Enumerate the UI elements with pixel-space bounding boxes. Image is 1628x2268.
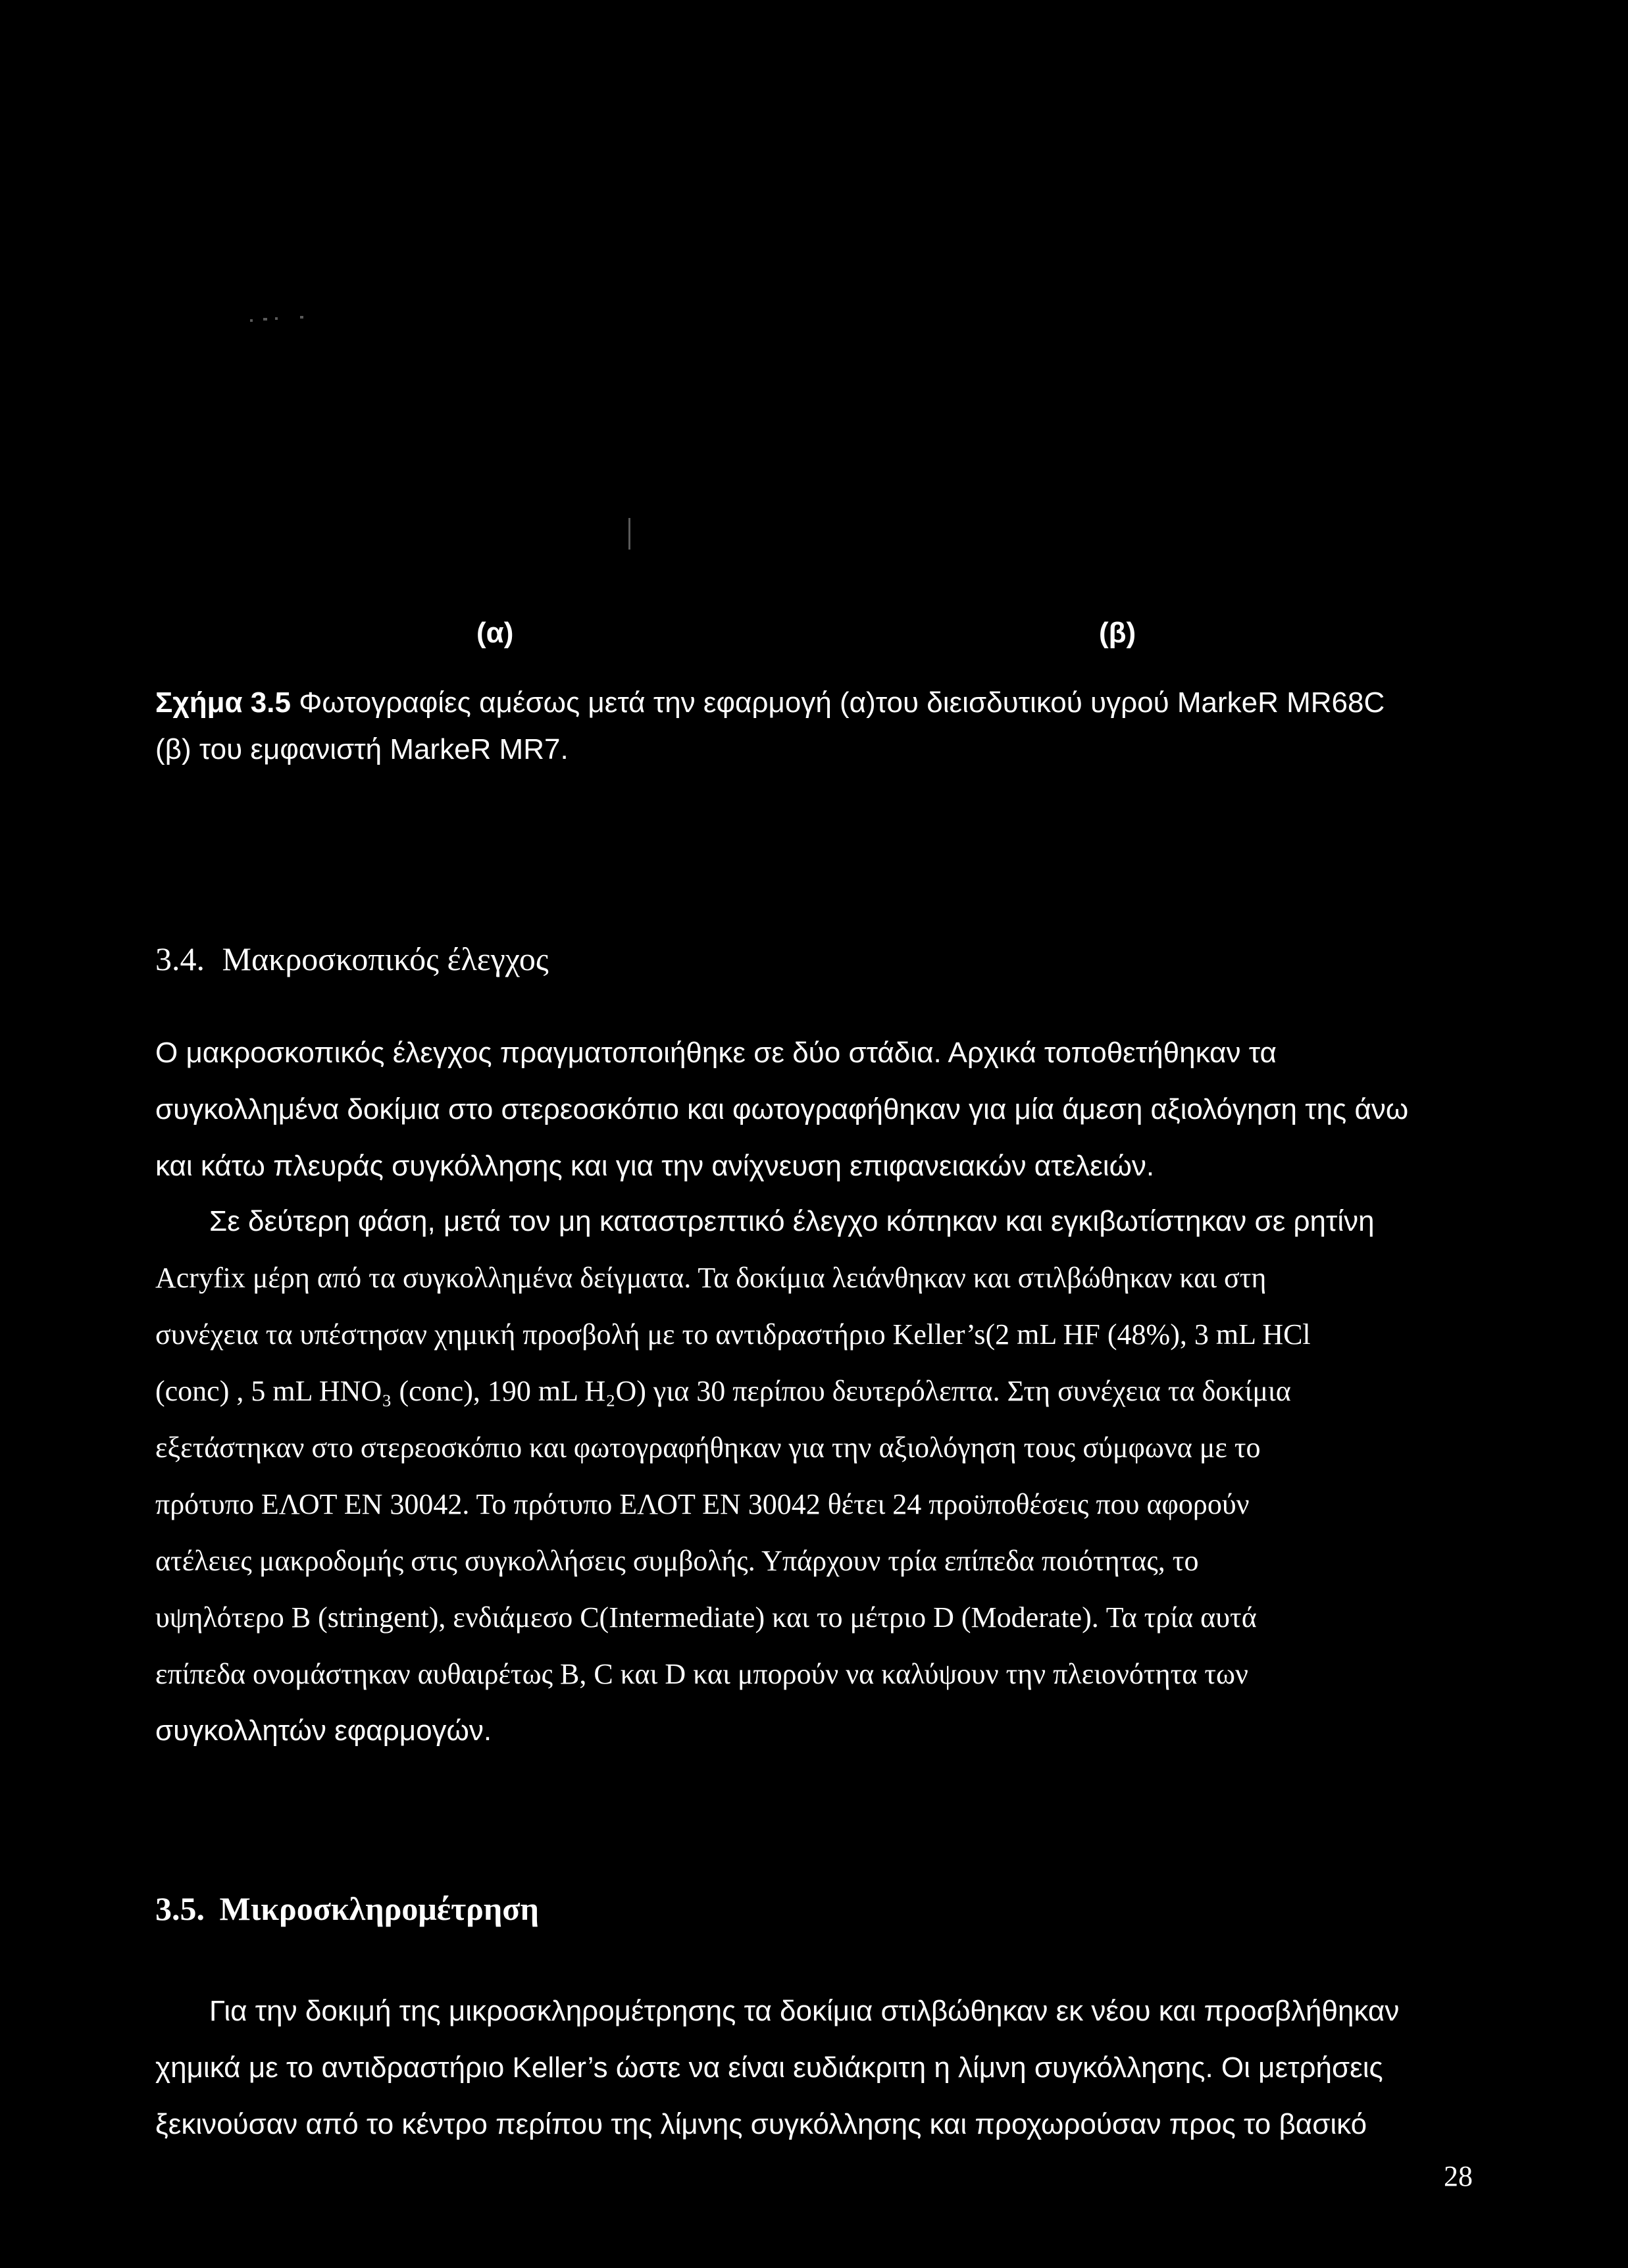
paragraph-line: ξεκινούσαν από το κέντρο περίπου της λίμνης συγκόλλησης και προχωρούσαν προς το βασικό bbox=[155, 2108, 1367, 2140]
photo-divider bbox=[628, 518, 630, 550]
section-heading-3-5 bbox=[155, 1892, 539, 1925]
photo-artifact bbox=[250, 319, 253, 322]
figure-caption-text: Φωτογραφίες αμέσως μετά την εφαρμογή (α)του διεισδυτικού υγρού MarkeR MR68C bbox=[290, 686, 1385, 719]
paragraph-line: συγκολλημένα δοκίμια στο στερεοσκόπιο και φωτογραφήθηκαν για μία άμεση αξιολόγηση της άνω bbox=[155, 1093, 1409, 1125]
section-number: 3.4. bbox=[155, 941, 205, 977]
photo-artifact bbox=[300, 316, 303, 319]
paragraph-line: πρότυπο ΕΛΟΤ ΕΝ 30042. Το πρότυπο ΕΛΟΤ ΕΝ 30042 θέτει 24 προϋποθέσεις που αφορούν bbox=[155, 1488, 1250, 1520]
paragraph-line: συγκολλητών εφαρμογών. bbox=[155, 1714, 492, 1747]
paragraph-line: επίπεδα ονομάστηκαν αυθαιρέτως B, C και D και μπορούν να καλύψουν την πλειονότητα των bbox=[155, 1658, 1248, 1690]
paragraph-line: ατέλειες μακροδομής στις συγκολλήσεις συμβολής. Υπάρχουν τρία επίπεδα ποιότητας, το bbox=[155, 1545, 1199, 1577]
figure-caption-line-2: (β) του εμφανιστή MarkeR MR7. bbox=[155, 733, 569, 765]
paragraph-line: Acryfix μέρη από τα συγκολλημένα δείγματα. Τα δοκίμια λειάνθηκαν και στιλβώθηκαν και στη bbox=[155, 1262, 1267, 1294]
section-title: Μακροσκοπικός έλεγχος bbox=[222, 941, 549, 977]
paragraph-line: και κάτω πλευράς συγκόλλησης και για την ανίχνευση επιφανειακών ατελειών. bbox=[155, 1150, 1155, 1182]
section-number: 3.5. bbox=[155, 1890, 205, 1927]
paragraph-line: Ο μακροσκοπικός έλεγχος πραγματοποιήθηκε σε δύο στάδια. Αρχικά τοποθετήθηκαν τα bbox=[155, 1037, 1277, 1069]
page-number: 28 bbox=[1444, 2160, 1473, 2192]
paragraph-line: (conc) , 5 mL HNO₃ (conc), 190 mL H₂O) για 30 περίπου δευτερόλεπτα. Στη συνέχεια τα δοκίμια bbox=[155, 1375, 1291, 1407]
paragraph-line: Για την δοκιμή της μικροσκληρομέτρησης τα δοκίμια στιλβώθηκαν εκ νέου και προσβλήθηκαν bbox=[209, 1995, 1400, 2027]
paragraph-line: υψηλότερο B (stringent), ενδιάμεσο C(Intermediate) και το μέτριο D (Moderate). Τα τρία αυτά bbox=[155, 1601, 1257, 1634]
photo-artifact bbox=[263, 318, 267, 321]
section-title: Μικροσκληρομέτρηση bbox=[219, 1890, 539, 1927]
figure-caption-line-1 bbox=[155, 688, 1385, 717]
figure-caption-label: Σχήμα 3.5 bbox=[155, 686, 291, 719]
paragraph-line: συνέχεια τα υπέστησαν χημική προσβολή με το αντιδραστήριο Keller’s(2 mL HF (48%), 3 mL HCl bbox=[155, 1318, 1311, 1351]
figure-label-b: (β) bbox=[1099, 617, 1136, 649]
paragraph-line: χημικά με το αντιδραστήριο Keller’s ώστε να είναι ευδιάκριτη η λίμνη συγκόλλησης. Οι μετρήσεις bbox=[155, 2051, 1383, 2084]
paragraph-line: Σε δεύτερη φάση, μετά τον μη καταστρεπτικό έλεγχο κόπηκαν και εγκιβωτίστηκαν σε ρητίνη bbox=[209, 1205, 1375, 1237]
section-heading-3-4 bbox=[155, 942, 549, 975]
paragraph-line: εξετάστηκαν στο στερεοσκόπιο και φωτογραφήθηκαν για την αξιολόγηση τους σύμφωνα με το bbox=[155, 1431, 1261, 1464]
photo-artifact bbox=[275, 317, 278, 320]
figure-label-a: (α) bbox=[476, 617, 514, 649]
